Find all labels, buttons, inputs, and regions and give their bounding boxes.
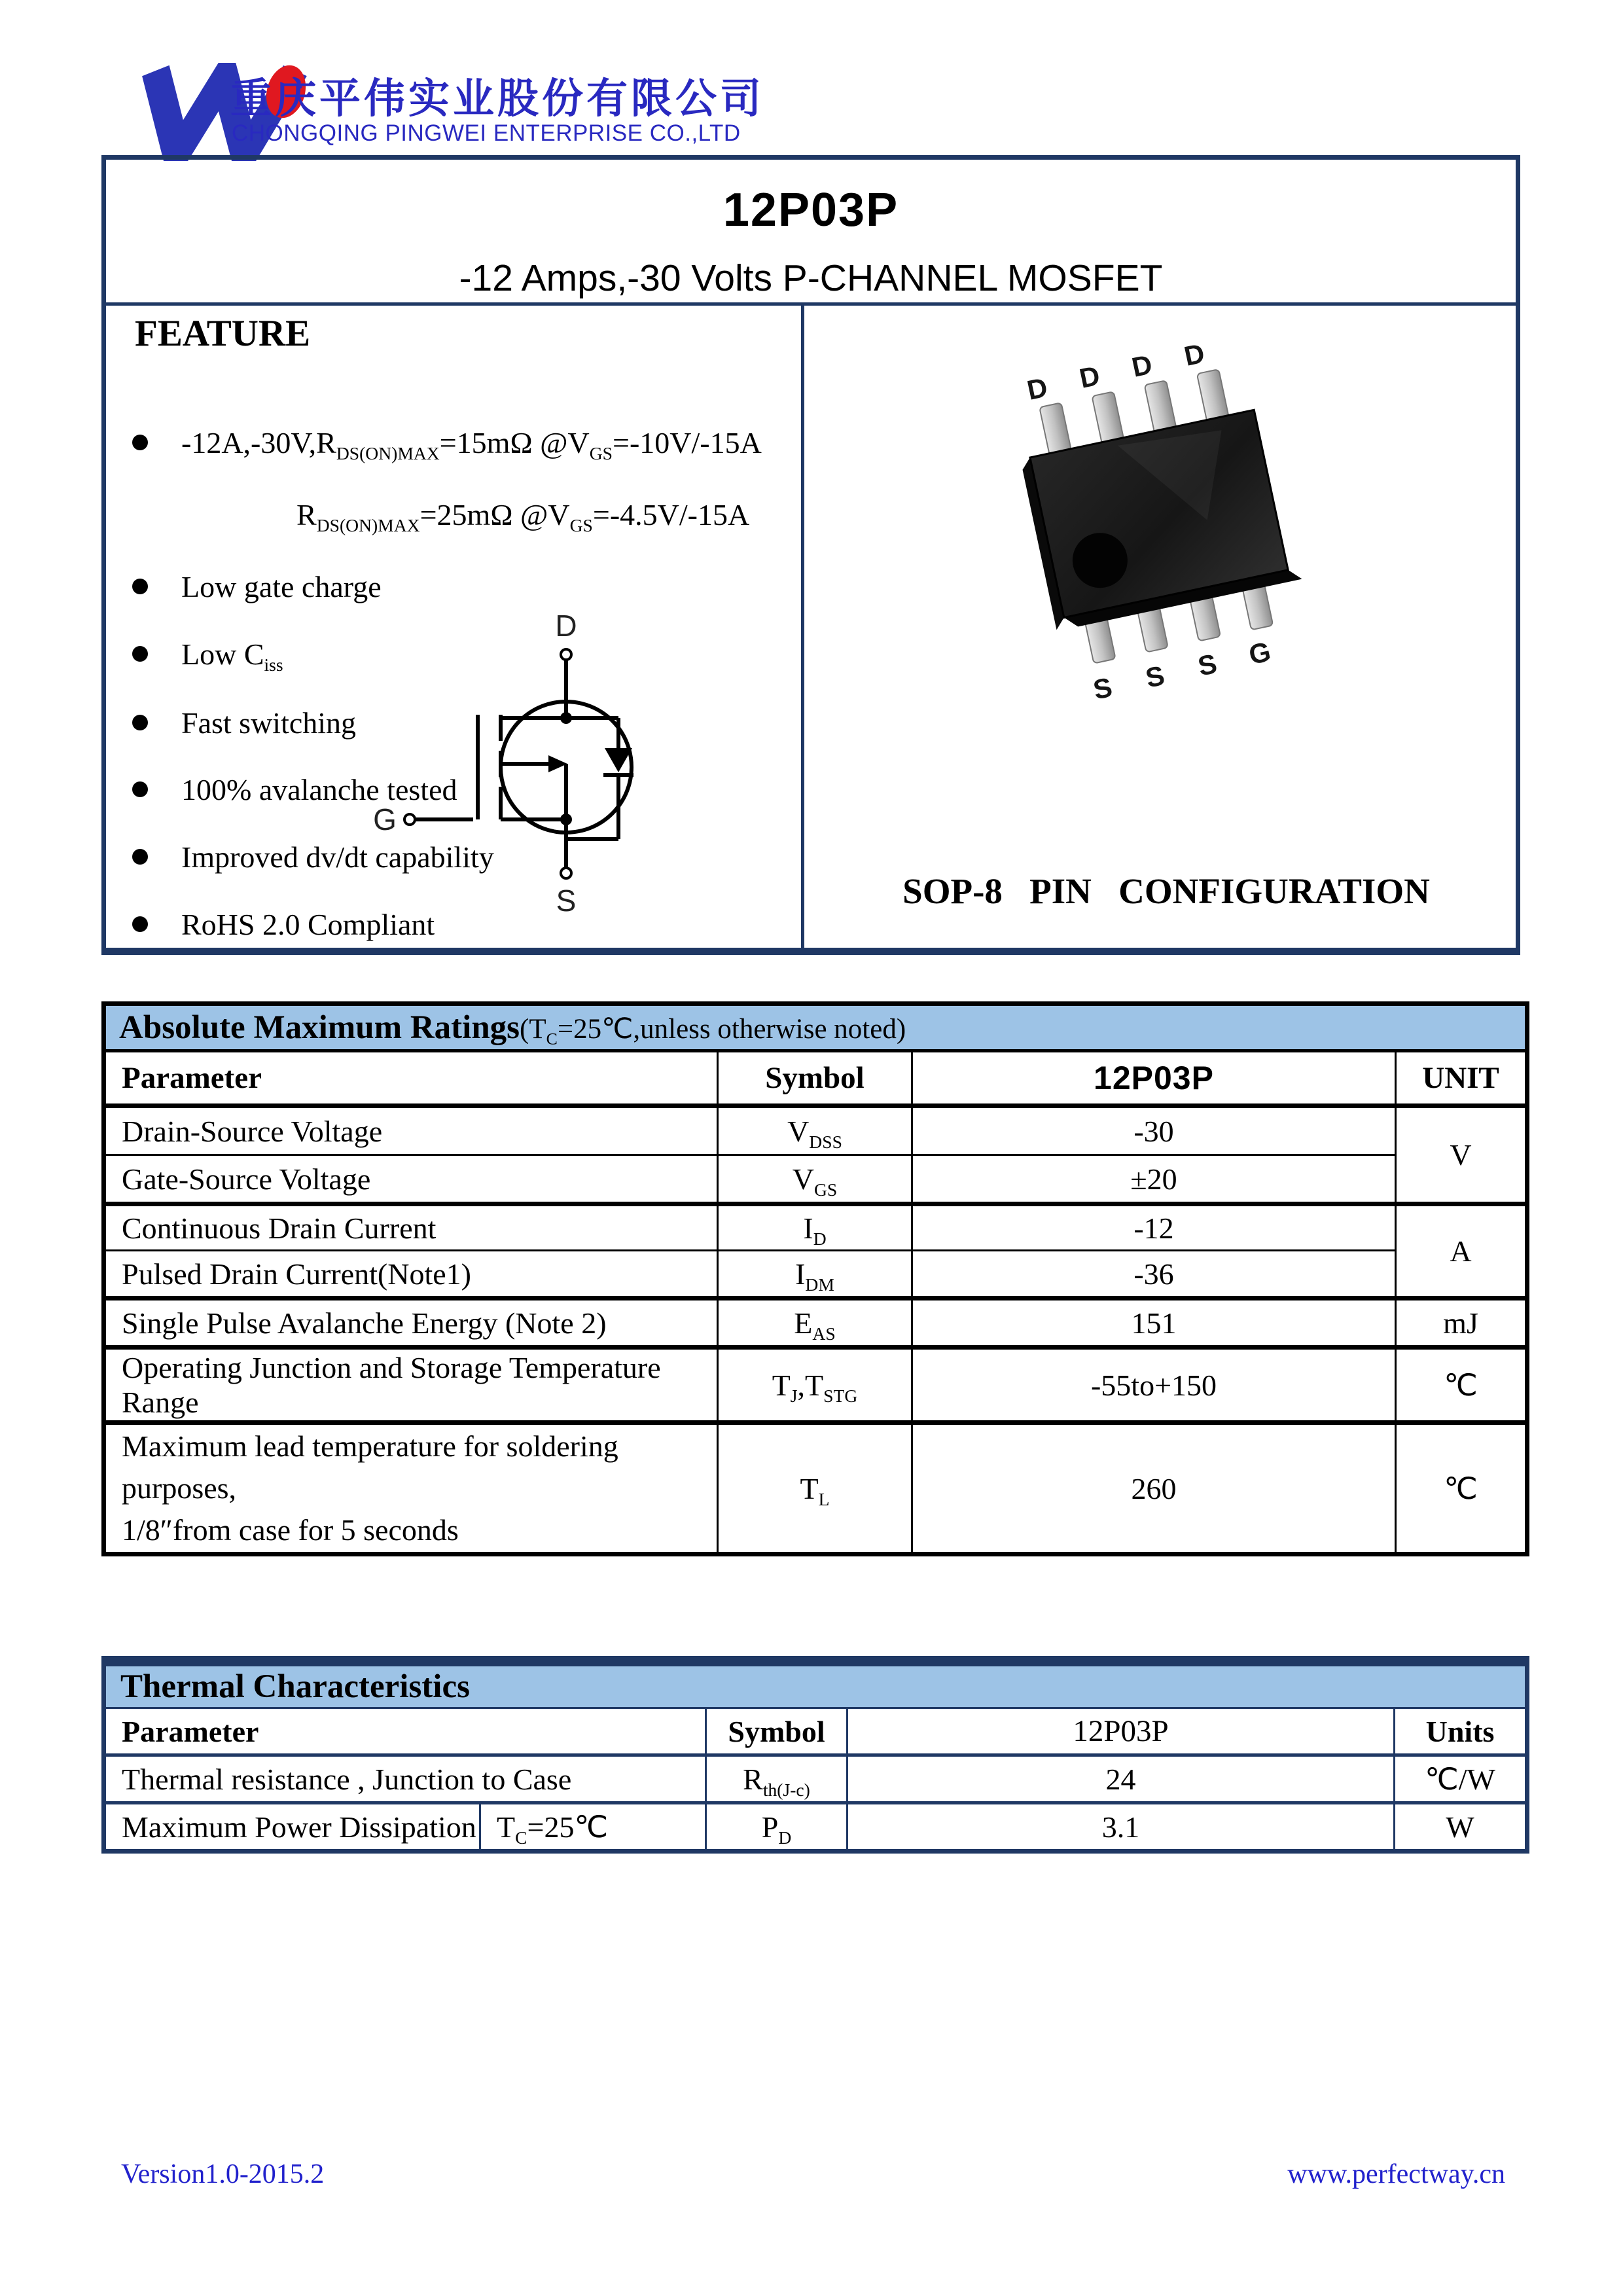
table-title-cell [104, 1004, 1527, 1051]
cell-symbol: $E_{AS}$ [718, 1299, 912, 1348]
bullet-icon [132, 916, 148, 932]
table-row [104, 1803, 1527, 1852]
cell-parameter: Gate-Source Voltage [104, 1155, 718, 1204]
pin-label-s3: S [1195, 647, 1220, 682]
bullet-icon [132, 781, 148, 797]
table-row [104, 1106, 1527, 1155]
col-header-part: 12P03P [847, 1708, 1395, 1755]
cell-unit: W [1395, 1803, 1527, 1852]
cell-value: -12 [912, 1204, 1396, 1251]
col-header-unit: Units [1395, 1708, 1527, 1755]
pin-label-d3: D [1129, 348, 1155, 383]
col-header-symbol: Symbol [718, 1051, 912, 1106]
cell-parameter: Single Pulse Avalanche Energy (Note 2) [104, 1299, 718, 1348]
absolute-maximum-ratings-table [101, 1001, 1529, 1556]
cell-unit-merged: A [1396, 1204, 1527, 1299]
cell-parameter [104, 1423, 718, 1554]
table-row [104, 1755, 1527, 1803]
footer-version: Version1.0-2015.2 [121, 2159, 325, 2189]
pin-label-s1: S [1090, 671, 1115, 706]
table-header-row [104, 1708, 1527, 1755]
table-row [104, 1423, 1527, 1554]
sop8-package-image [929, 314, 1387, 733]
cell-symbol: $I_D$ [718, 1204, 912, 1251]
footer-website: www.perfectway.cn [1287, 2159, 1505, 2189]
table-header-row [104, 1051, 1527, 1106]
feature-heading: FEATURE [135, 313, 311, 354]
bullet-icon [132, 715, 148, 730]
cell-symbol: $T_J,T_{STG}$ [718, 1348, 912, 1423]
table-title-condition: ($T_C=25℃,unless$ otherwise noted) [520, 1014, 906, 1049]
pin-label-s2: S [1143, 659, 1168, 694]
bullet-icon [132, 646, 148, 662]
col-header-parameter: Parameter [104, 1051, 718, 1106]
title-divider [106, 302, 1516, 306]
col-header-unit: UNIT [1396, 1051, 1527, 1106]
cell-parameter: Operating Junction and Storage Temperature Range [104, 1348, 718, 1423]
cell-symbol: $I_{DM}$ [718, 1251, 912, 1299]
table-row [104, 1348, 1527, 1423]
cell-parameter: Maximum Power Dissipation [104, 1803, 480, 1852]
table-row [104, 1251, 1527, 1299]
feature-item: Low $C_{iss}$ [181, 637, 283, 675]
feature-item: Low gate charge [181, 570, 382, 603]
cell-parameter: Pulsed Drain Current(Note1) [104, 1251, 718, 1299]
cell-symbol: $P_D$ [706, 1803, 847, 1852]
bullet-icon [132, 579, 148, 594]
cell-value: -36 [912, 1251, 1396, 1299]
col-header-part: 12P03P [912, 1051, 1396, 1106]
cell-value: ±20 [912, 1155, 1396, 1204]
bullet-icon [132, 849, 148, 865]
col-header-symbol: Symbol [706, 1708, 847, 1755]
feature-item: Fast switching [181, 706, 357, 740]
table-title-row [104, 1004, 1527, 1051]
thermal-characteristics-table [101, 1656, 1529, 1854]
cell-symbol: $T_L$ [718, 1423, 912, 1554]
feature-item: Improved dv/dt capability [181, 840, 494, 874]
company-name-en: CHONGQING PINGWEI ENTERPRISE CO.,LTD [232, 120, 741, 146]
cell-condition: $T_C=25℃$ [480, 1803, 706, 1852]
table-row [104, 1299, 1527, 1348]
feature-item: 100% avalanche tested [181, 773, 457, 806]
part-overview-box [101, 155, 1520, 955]
part-number-title: 12P03P [722, 184, 899, 236]
source-label: S [556, 884, 577, 918]
pin-label-d2: D [1077, 359, 1103, 394]
drain-label: D [555, 609, 577, 643]
feature-item: RoHS 2.0 Compliant [181, 908, 435, 941]
company-name-cn: 重庆平伟实业股份有限公司 [230, 75, 764, 122]
cell-value: 260 [912, 1423, 1396, 1554]
cell-parameter: Drain-Source Voltage [104, 1106, 718, 1155]
cell-symbol: $V_{GS}$ [718, 1155, 912, 1204]
table-title: Thermal Characteristics [104, 1661, 1527, 1708]
cell-parameter: Continuous Drain Current [104, 1204, 718, 1251]
part-subtitle: -12 Amps,-30 Volts P-CHANNEL MOSFET [459, 257, 1163, 299]
cell-value: 24 [847, 1755, 1395, 1803]
column-divider [801, 302, 804, 948]
table-title-row [104, 1661, 1527, 1708]
parameter-line2: 1/8″from case for 5 seconds [122, 1513, 459, 1547]
pin-label-g: G [1246, 636, 1274, 671]
cell-unit: mJ [1396, 1299, 1527, 1348]
cell-value: 151 [912, 1299, 1396, 1348]
table-row [104, 1204, 1527, 1251]
header [0, 0, 1623, 157]
feature-item-continued: $R_{DS(ON)MAX}=25m\Omega$ $@V_{GS}=-4.5V/-15A$ [296, 498, 750, 536]
chip-body-group [1010, 361, 1310, 670]
table-title: Absolute Maximum Ratings [119, 1009, 520, 1046]
cell-unit: ℃ [1396, 1423, 1527, 1554]
cell-unit: ℃ [1396, 1348, 1527, 1423]
parameter-line1: Maximum lead temperature for soldering purposes, [122, 1429, 618, 1505]
cell-value: 3.1 [847, 1803, 1395, 1852]
feature-item: $-12A,-30V,R_{DS(ON)MAX}=15m\Omega$ $@V_{GS}=-10V/-15A$ [181, 426, 762, 464]
pin-label-d1: D [1024, 371, 1050, 406]
cell-symbol: $R_{th(J-c)}$ [706, 1755, 847, 1803]
sop8-caption: SOP-8 PIN CONFIGURATION [902, 871, 1430, 911]
cell-value: -30 [912, 1106, 1396, 1155]
bullet-icon [132, 435, 148, 450]
mosfet-symbol-diagram [340, 609, 707, 936]
gate-label: G [373, 802, 397, 836]
table-row [104, 1155, 1527, 1204]
cell-symbol: $V_{DSS}$ [718, 1106, 912, 1155]
cell-parameter: Thermal resistance , Junction to Case [104, 1755, 706, 1803]
cell-unit-merged: V [1396, 1106, 1527, 1204]
col-header-parameter: Parameter [104, 1708, 706, 1755]
pin-label-d4: D [1181, 337, 1207, 372]
cell-unit: ℃/W [1395, 1755, 1527, 1803]
cell-value: -55to+150 [912, 1348, 1396, 1423]
